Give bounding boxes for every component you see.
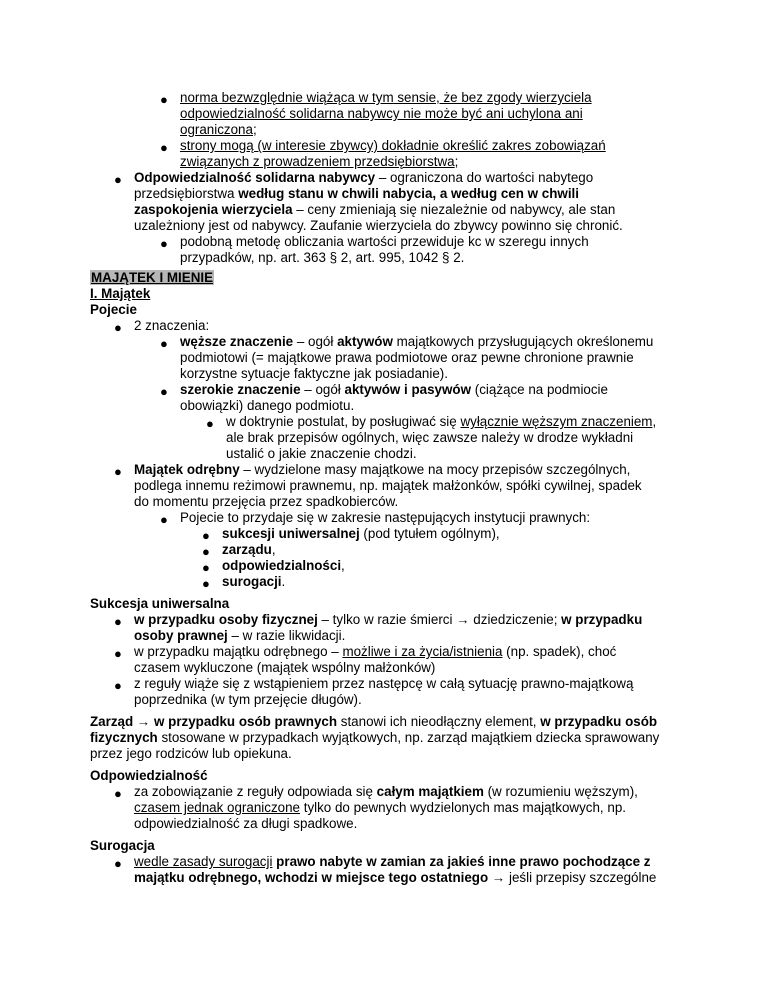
bullet-icon: ● — [160, 336, 168, 351]
bullet-icon: ● — [114, 320, 122, 335]
section-title: MAJĄTEK I MIENIE — [91, 270, 214, 285]
text-line: ograniczona; — [180, 122, 257, 137]
bullet-icon: ● — [114, 464, 122, 479]
text-line: czasem wykluczone (majątek wspólny małżonków) — [134, 660, 436, 675]
list-item: sukcesji uniwersalnej (pod tytułem ogólnym), — [222, 526, 500, 541]
heading-sukcesja: Sukcesja uniwersalna — [90, 596, 230, 611]
heading-pojecie: Pojecie — [90, 302, 137, 317]
text-line: związanych z prowadzeniem przedsiębiorstwa; — [180, 154, 459, 169]
list-item: zarządu, — [222, 542, 276, 557]
text-line: przypadków, np. art. 363 § 2, art. 995, 1042 § 2. — [180, 250, 465, 265]
bullet-icon: ● — [202, 528, 210, 543]
text-line: czasem jednak ograniczone tylko do pewnych wydzielonych mas majątkowych, np. — [134, 800, 626, 815]
text-line: uzależniony jest od nabywcy. Zaufanie wierzyciela do zbywcy powinno się chronić. — [134, 218, 623, 233]
bullet-icon: ● — [160, 236, 168, 251]
bullet-icon: ● — [114, 856, 122, 871]
text-line: Pojecie to przydaje się w zakresie następujących instytucji prawnych: — [180, 510, 591, 525]
bullet-icon: ● — [114, 614, 122, 629]
text-line: Odpowiedzialność solidarna nabywcy – ograniczona do wartości nabytego — [134, 170, 594, 185]
text-line: za zobowiązanie z reguły odpowiada się całym majątkiem (w rozumieniu węższym), — [134, 784, 638, 799]
text-line: wedle zasady surogacji prawo nabyte w zamian za jakieś inne prawo pochodzące z — [134, 854, 651, 869]
bullet-icon: ● — [160, 512, 168, 527]
text-line: do momentu przejęcia przez spadkobierców. — [134, 494, 399, 509]
text-line: przedsiębiorstwa według stanu w chwili nabycia, a według cen w chwili — [134, 186, 579, 201]
bullet-icon: ● — [206, 416, 214, 431]
text-line: z reguły wiąże się z wstąpieniem przez następcę w całą sytuację prawno-majątkową — [134, 676, 634, 691]
list-item: surogacji. — [222, 574, 286, 589]
text-line: podobną metodę obliczania wartości przewiduje kc w szeregu innych — [180, 234, 589, 249]
text-line: w doktrynie postulat, by posługiwać się wyłącznie węższym znaczeniem, — [226, 414, 657, 429]
text-line: majątku odrębnego, wchodzi w miejsce tego ostatniego → jeśli przepisy szczególne — [134, 870, 657, 885]
text-line: strony mogą (w interesie zbywcy) dokładnie określić zakres zobowiązań — [180, 138, 606, 153]
bullet-icon: ● — [114, 646, 122, 661]
text-line: ale brak przepisów ogólnych, więc zawsze należy w drodze wykładni — [226, 430, 634, 445]
heading-odpowiedzialnosc: Odpowiedzialność — [90, 768, 208, 783]
text-line: 2 znaczenia: — [134, 318, 210, 333]
text-line: przez jego rodziców lub opiekuna. — [90, 746, 292, 761]
text-line: odpowiedzialność solidarna nabywcy nie może być ani uchylona ani — [180, 106, 583, 121]
text-line: szerokie znaczenie – ogół aktywów i pasywów (ciążące na podmiocie — [180, 382, 608, 397]
text-line: korzystne sytuacje faktyczne jak posiadanie). — [180, 366, 448, 381]
text-line: obowiązki) danego podmiotu. — [180, 398, 355, 413]
text-line: podmiotowi (= majątkowe prawa podmiotowe oraz pewne chronione prawnie — [180, 350, 634, 365]
bullet-icon: ● — [114, 172, 122, 187]
text-line: w przypadku osoby fizycznej – tylko w razie śmierci → dziedziczenie; w przypadku — [134, 612, 643, 627]
bullet-icon: ● — [202, 576, 210, 591]
text-line: poprzednika (w tym przejęcie długów). — [134, 692, 362, 707]
subsection-title: I. Majątek — [90, 286, 151, 301]
bullet-icon: ● — [160, 140, 168, 155]
bullet-icon: ● — [114, 786, 122, 801]
text-line: osoby prawnej – w razie likwidacji. — [134, 628, 346, 643]
text-line: Zarząd → w przypadku osób prawnych stanowi ich nieodłączny element, w przypadku osób — [90, 714, 658, 729]
text-line: Majątek odrębny – wydzielone masy majątkowe na mocy przepisów szczególnych, — [134, 462, 631, 477]
text-line: w przypadku majątku odrębnego – możliwe i za życia/istnienia (np. spadek), choć — [134, 644, 617, 659]
bullet-icon: ● — [114, 678, 122, 693]
bullet-icon: ● — [160, 384, 168, 399]
text-line: podlega innemu reżimowi prawnemu, np. majątek małżonków, spółki cywilnej, spadek — [134, 478, 642, 493]
list-item: odpowiedzialności, — [222, 558, 345, 573]
text-line: zaspokojenia wierzyciela – ceny zmieniają się niezależnie od nabywcy, ale stan — [134, 202, 616, 217]
bullet-icon: ● — [202, 544, 210, 559]
text-line: węższe znaczenie – ogół aktywów majątkowych przysługujących określonemu — [180, 334, 654, 349]
heading-surogacja: Surogacja — [90, 838, 155, 853]
bullet-icon: ● — [160, 92, 168, 107]
text-line: ustalić o jakie znaczenie chodzi. — [226, 446, 417, 461]
text-line: odpowiedzialność za długi spadkowe. — [134, 816, 358, 831]
text-line: fizycznych stosowane w przypadkach wyjątkowych, np. zarząd majątkiem dziecka sprawowany — [90, 730, 660, 745]
bullet-icon: ● — [202, 560, 210, 575]
text-line: norma bezwzględnie wiążąca w tym sensie, że bez zgody wierzyciela — [180, 90, 592, 105]
